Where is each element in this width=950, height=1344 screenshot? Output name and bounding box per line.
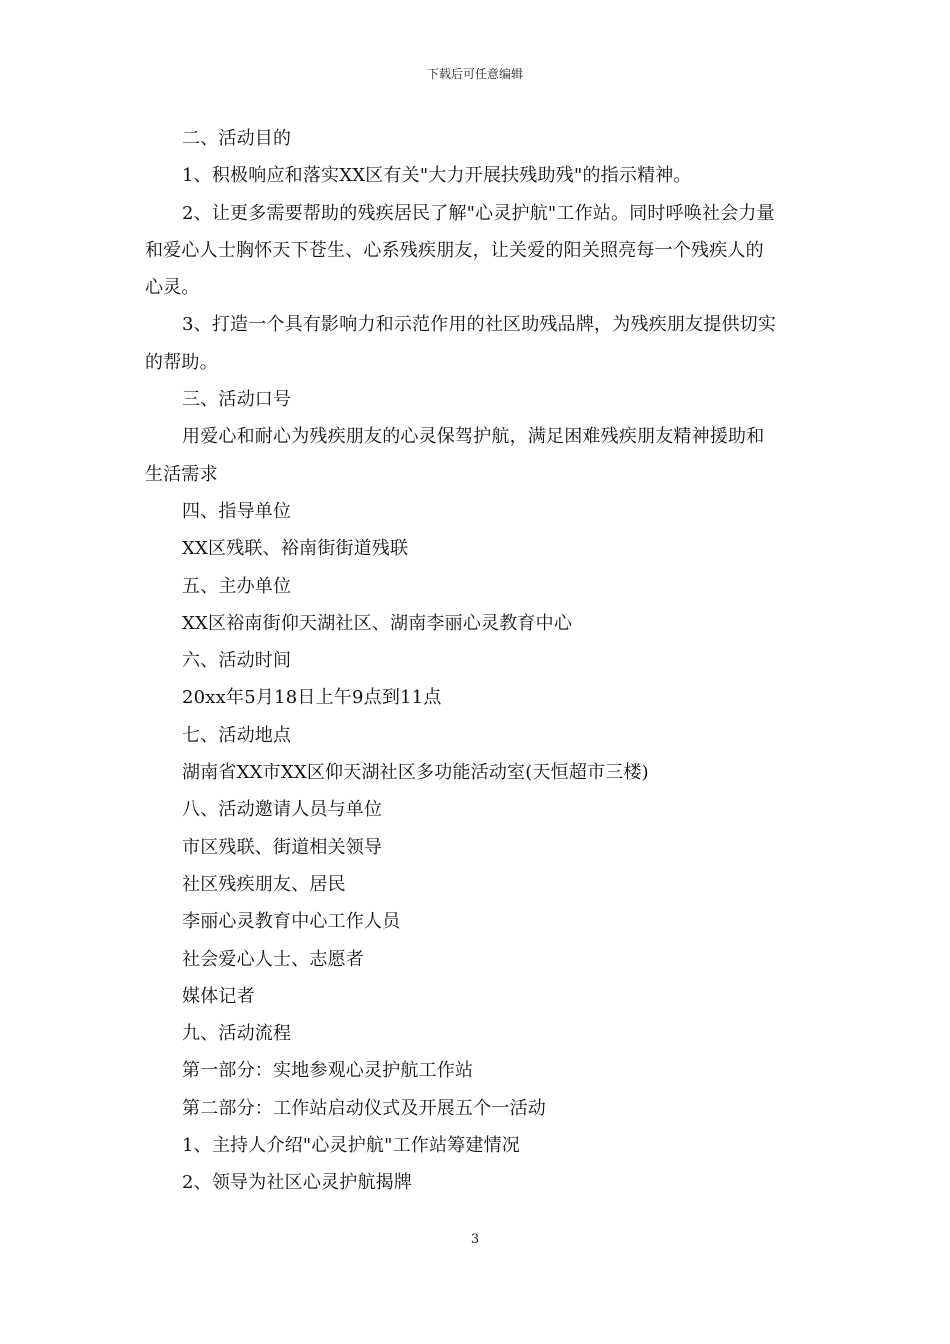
heading-activity-slogan: 三、活动口号 (182, 389, 292, 411)
list-item: 1、主持人介绍"心灵护航"工作站筹建情况 (182, 1135, 521, 1157)
paragraph-line: 用爱心和耐心为残疾朋友的心灵保驾护航，满足困难残疾朋友精神援助和 (182, 426, 765, 448)
heading-activity-time: 六、活动时间 (182, 650, 292, 672)
heading-invited-guests: 八、活动邀请人员与单位 (182, 799, 383, 821)
list-item: 第一部分：实地参观心灵护航工作站 (182, 1060, 474, 1082)
heading-host-unit: 五、主办单位 (182, 575, 292, 597)
list-item: 社区残疾朋友、居民 (182, 873, 346, 895)
heading-activity-purpose: 二、活动目的 (182, 128, 292, 149)
paragraph-line: XX区残联、裕南街街道残联 (182, 538, 409, 560)
list-item: 2、领导为社区心灵护航揭牌 (182, 1172, 413, 1194)
heading-activity-location: 七、活动地点 (182, 724, 292, 746)
paragraph-line: 生活需求 (145, 463, 218, 485)
paragraph-line: 湖南省XX市XX区仰天湖社区多功能活动室(天恒超市三楼) (182, 762, 649, 784)
heading-guiding-unit: 四、指导单位 (182, 500, 292, 522)
paragraph-line: 3、打造一个具有影响力和示范作用的社区助残品牌，为残疾朋友提供切实 (182, 314, 777, 336)
paragraph-line: 的帮助。 (145, 351, 218, 373)
list-item: 市区残联、街道相关领导 (182, 836, 383, 858)
list-item: 李丽心灵教育中心工作人员 (182, 911, 401, 933)
paragraph-line: 2、让更多需要帮助的残疾居民了解"心灵护航"工作站。同时呼唤社会力量 (182, 202, 775, 224)
document-body (145, 120, 810, 1202)
paragraph-line: 1、积极响应和落实XX区有关"大力开展扶残助残"的指示精神。 (182, 165, 692, 187)
heading-activity-process: 九、活动流程 (182, 1023, 292, 1045)
paragraph-line: 心灵。 (145, 277, 200, 299)
paragraph-line: 和爱心人士胸怀天下苍生、心系残疾朋友，让关爱的阳关照亮每一个残疾人的 (145, 239, 764, 261)
paragraph-line: XX区裕南街仰天湖社区、湖南李丽心灵教育中心 (182, 612, 573, 634)
list-item: 社会爱心人士、志愿者 (182, 948, 364, 970)
page-header: 下载后可任意编辑 (426, 67, 523, 81)
list-item: 第二部分：工作站启动仪式及开展五个一活动 (182, 1097, 546, 1119)
paragraph-line: 20xx年5月18日上午9点到11点 (182, 687, 442, 709)
page-number: 3 (470, 1232, 480, 1247)
list-item: 媒体记者 (182, 985, 255, 1007)
